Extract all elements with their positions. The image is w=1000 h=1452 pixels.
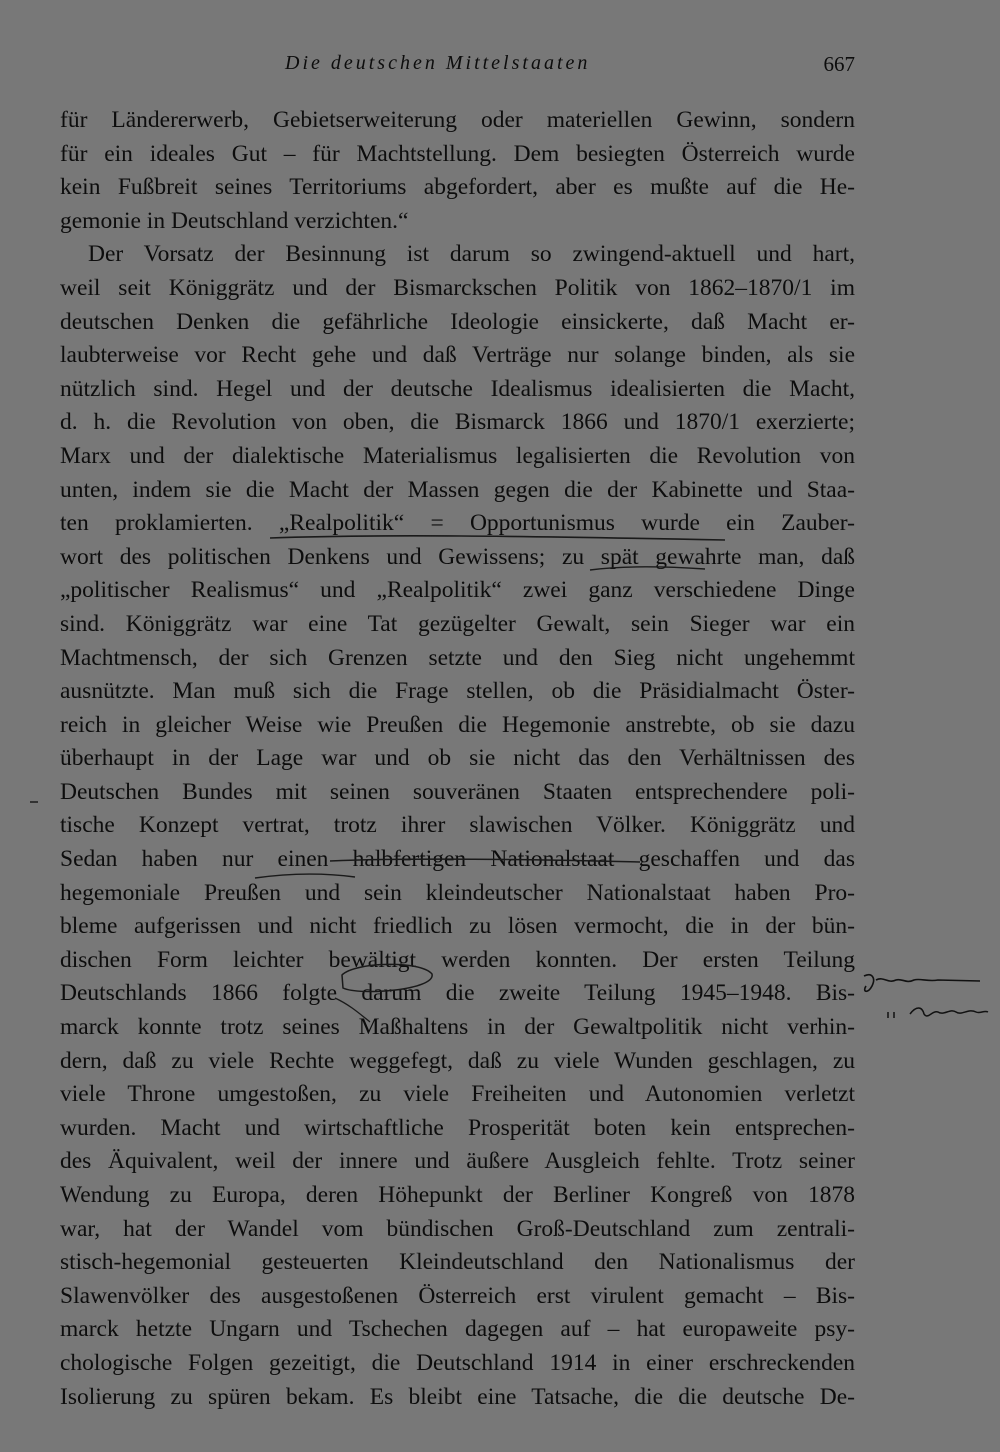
text-line: ten proklamierten. „Realpolitik“ = Opportunismus wurde ein Zauber- <box>60 510 855 537</box>
text-line: ausnützte. Man muß sich die Frage stellen, ob die Präsidialmacht Öster- <box>60 678 855 705</box>
text-line: gemonie in Deutschland verzichten.“ <box>60 207 409 234</box>
text-line: chologische Folgen gezeitigt, die Deutschland 1914 in einer erschreckenden <box>60 1349 855 1376</box>
text-line: Machtmensch, der sich Grenzen setzte und den Sieg nicht ungehemmt <box>60 644 855 671</box>
text-line: dern, daß zu viele Rechte weggefegt, daß zu viele Wunden geschlagen, zu <box>60 1047 855 1074</box>
text-line: marck konnte trotz seines Maßhaltens in der Gewaltpolitik nicht verhin- <box>60 1014 855 1041</box>
text-line: unten, indem sie die Macht der Massen gegen die der Kabinette und Staa- <box>60 476 855 503</box>
text-line: Isolierung zu spüren bekam. Es bleibt eine Tatsache, die die deutsche De- <box>60 1383 855 1410</box>
text-line: tische Konzept vertrat, trotz ihrer slawischen Völker. Königgrätz und <box>60 812 855 839</box>
text-line: war, hat der Wandel vom bündischen Groß-Deutschland zum zentrali- <box>60 1215 855 1242</box>
text-line: sind. Königgrätz war eine Tat gezügelter Gewalt, sein Sieger war ein <box>60 610 855 637</box>
text-line: Deutschlands 1866 folgte darum die zweite Teilung 1945–1948. Bis- <box>60 980 855 1007</box>
text-line: stisch-hegemonial gesteuerten Kleindeutschland den Nationalismus der <box>60 1249 855 1276</box>
text-line: Sedan haben nur einen halbfertigen Nationalstaat geschaffen und das <box>60 846 855 873</box>
page-number: 667 <box>823 52 855 76</box>
text-line: Marx und der dialektische Materialismus legalisierten die Revolution von <box>60 442 855 469</box>
text-line: kein Fußbreit seines Territoriums abgefordert, aber es mußte auf die He- <box>60 174 855 201</box>
text-line: weil seit Königgrätz und der Bismarckschen Politik von 1862–1870/1 im <box>60 274 855 301</box>
text-line: laubterweise vor Recht gehe und daß Verträge nur solange binden, als sie <box>60 342 855 369</box>
text-line: nützlich sind. Hegel und der deutsche Idealismus idealisierten die Macht, <box>60 375 855 402</box>
text-line: wurden. Macht und wirtschaftliche Prosperität boten kein entsprechen- <box>60 1114 855 1141</box>
text-line: d. h. die Revolution von oben, die Bismarck 1866 und 1870/1 exerzierte; <box>60 409 855 436</box>
text-line: für ein ideales Gut – für Machtstellung. Dem besiegten Österreich wurde <box>60 140 855 167</box>
text-line: bleme aufgerissen und nicht friedlich zu lösen vermocht, die in der bün- <box>60 913 855 940</box>
text-line: dischen Form leichter bewältigt werden konnten. Der ersten Teilung <box>60 946 855 973</box>
text-line: deutschen Denken die gefährliche Ideologie einsickerte, daß Macht er- <box>60 308 855 335</box>
page-header <box>60 52 855 86</box>
text-line: viele Throne umgestoßen, zu viele Freiheiten und Autonomien verletzt <box>60 1081 855 1108</box>
text-line: marck hetzte Ungarn und Tschechen dagegen auf – hat europaweite psy- <box>60 1316 855 1343</box>
text-line: „politischer Realismus“ und „Realpolitik“ zwei ganz verschiedene Dinge <box>60 577 855 604</box>
text-line: reich in gleicher Weise wie Preußen die Hegemonie anstrebte, ob sie dazu <box>60 711 855 738</box>
body-text <box>60 104 855 1414</box>
text-line: Der Vorsatz der Besinnung ist darum so zwingend-aktuell und hart, <box>88 241 855 268</box>
text-line: wort des politischen Denkens und Gewissens; zu spät gewahrte man, daß <box>60 543 855 570</box>
handwritten-scribble <box>858 962 993 1032</box>
text-line: Deutschen Bundes mit seinen souveränen Staaten entsprechendere poli- <box>60 778 855 805</box>
text-line: für Ländererwerb, Gebietserweiterung oder materiellen Gewinn, sondern <box>60 107 855 133</box>
text-line: überhaupt in der Lage war und ob sie nicht das den Verhältnissen des <box>60 745 855 772</box>
running-head: Die deutschen Mittelstaaten <box>285 52 591 74</box>
text-line: Slawenvölker des ausgestoßenen Österreich erst virulent gemacht – Bis- <box>60 1282 855 1309</box>
text-line: Wendung zu Europa, deren Höhepunkt der Berliner Kongreß von 1878 <box>60 1182 855 1208</box>
handwritten-margin-note <box>858 962 993 1032</box>
text-line: des Äquivalent, weil der innere und äußere Ausgleich fehlte. Trotz seiner <box>60 1148 855 1175</box>
text-line: hegemoniale Preußen und sein kleindeutscher Nationalstaat haben Pro- <box>60 879 855 906</box>
